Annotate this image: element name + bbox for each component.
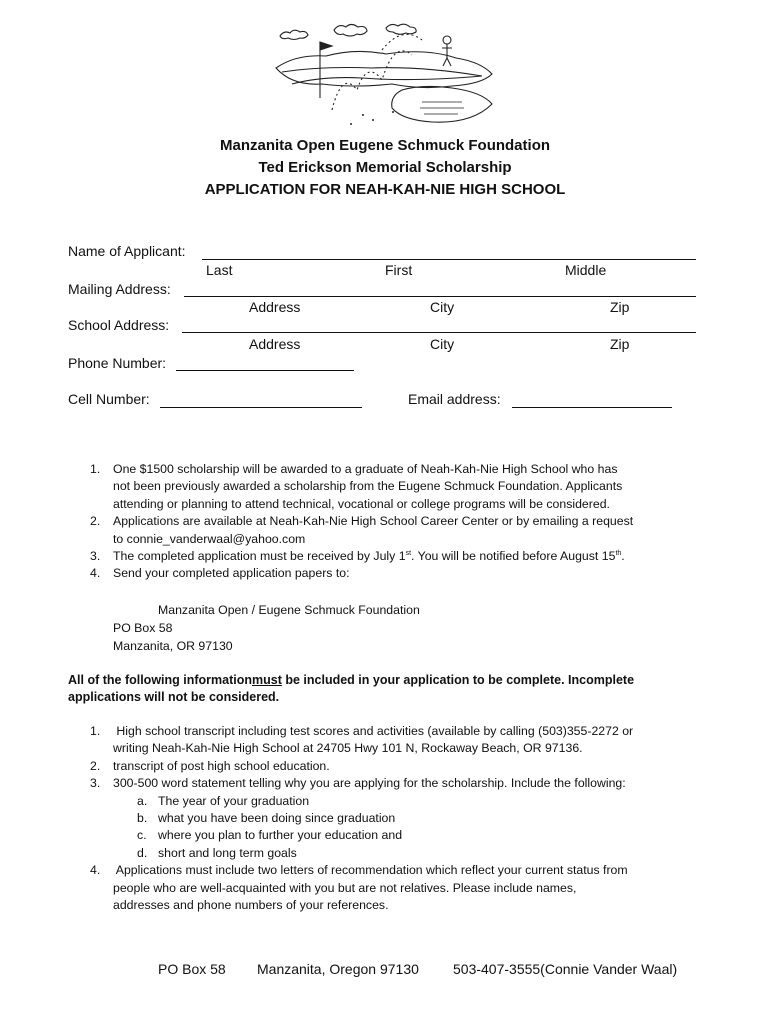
golf-course-logo bbox=[272, 20, 497, 135]
school-address-field[interactable] bbox=[182, 332, 696, 333]
mailing-block-line1: Manzanita Open / Eugene Schmuck Foundation bbox=[158, 603, 420, 617]
footer-po-box: PO Box 58 bbox=[158, 961, 226, 977]
mailing-address-field[interactable] bbox=[184, 296, 696, 297]
mailing-sub-address: Address bbox=[249, 299, 301, 315]
scholarship-title: Ted Erickson Memorial Scholarship bbox=[258, 159, 512, 176]
school-sub-address: Address bbox=[249, 336, 301, 352]
requirement-4-line3: addresses and phone numbers of your references. bbox=[113, 898, 389, 912]
requirement-2-num: 2. bbox=[90, 758, 101, 773]
instruction-4-num: 4. bbox=[90, 566, 101, 581]
mailing-block-line2: PO Box 58 bbox=[113, 621, 173, 635]
email-label: Email address: bbox=[408, 391, 501, 407]
requirement-1-line2: writing Neah-Kah-Nie High School at 24705 Hwy 101 N, Rockaway Beach, OR 97136. bbox=[113, 741, 583, 756]
statement-item-c-letter: c. bbox=[137, 828, 147, 843]
name-field[interactable] bbox=[202, 259, 696, 260]
phone-label: Phone Number: bbox=[68, 355, 167, 371]
school-sub-city: City bbox=[430, 336, 455, 352]
instruction-2-line2: to connie_vanderwaal@yahoo.com bbox=[113, 531, 306, 546]
statement-item-a: The year of your graduation bbox=[158, 793, 310, 808]
name-sub-first: First bbox=[385, 262, 413, 278]
statement-item-b: what you have been doing since graduation bbox=[158, 811, 396, 825]
email-field[interactable] bbox=[512, 407, 672, 408]
school-sub-zip: Zip bbox=[610, 336, 630, 352]
cell-label: Cell Number: bbox=[68, 391, 150, 407]
instruction-2-line1: Applications are available at Neah-Kah-Nie High School Career Center or by emailing a request bbox=[113, 514, 634, 529]
instruction-1-line1: One $1500 scholarship will be awarded to a graduate of Neah-Kah-Nie High School who has bbox=[113, 462, 618, 476]
mailing-sub-zip: Zip bbox=[610, 299, 630, 315]
statement-item-c: where you plan to further your education and bbox=[158, 828, 403, 843]
instruction-1-num: 1. bbox=[90, 462, 101, 476]
statement-item-d-letter: d. bbox=[137, 845, 148, 860]
requirement-3-num: 3. bbox=[90, 776, 101, 791]
requirement-statement-line2: applications will not be considered. bbox=[68, 690, 280, 704]
instruction-1-line3: attending or planning to attend technical, vocational or college programs will be considered. bbox=[113, 496, 610, 511]
requirement-3-line1: 300-500 word statement telling why you are applying for the scholarship. Include the following: bbox=[113, 776, 626, 791]
name-sub-last: Last bbox=[206, 262, 233, 278]
instruction-4-line1: Send your completed application papers to: bbox=[113, 566, 350, 581]
requirement-4-line2: people who are well-acquainted with you but are not relatives. Please include names, bbox=[113, 880, 577, 895]
requirement-1-num: 1. bbox=[90, 724, 101, 738]
statement-item-d: short and long term goals bbox=[158, 845, 297, 860]
application-title: APPLICATION FOR NEAH-KAH-NIE HIGH SCHOOL bbox=[204, 181, 566, 198]
foundation-title: Manzanita Open Eugene Schmuck Foundation bbox=[219, 137, 551, 154]
instruction-3-text: The completed application must be received by July 1st. You will be notified before August 15th. bbox=[113, 549, 625, 563]
name-label: Name of Applicant: bbox=[68, 243, 186, 259]
mailing-label: Mailing Address: bbox=[68, 281, 171, 297]
statement-item-a-letter: a. bbox=[137, 793, 148, 808]
name-sub-middle: Middle bbox=[565, 262, 607, 278]
requirement-4-line1: Applications must include two letters of recommendation which reflect your current status from bbox=[113, 863, 628, 878]
footer-phone: 503-407-3555(Connie Vander Waal) bbox=[453, 961, 678, 977]
cell-field[interactable] bbox=[160, 407, 362, 408]
instruction-2-num: 2. bbox=[90, 514, 101, 529]
school-label: School Address: bbox=[68, 317, 170, 333]
instruction-1-line2: not been previously awarded a scholarship from the Eugene Schmuck Foundation. Applicants bbox=[113, 479, 623, 494]
statement-item-b-letter: b. bbox=[137, 811, 148, 825]
requirement-statement: All of the following informationmust be included in your application to be complete. Incomplete bbox=[68, 673, 635, 687]
phone-field[interactable] bbox=[176, 370, 354, 371]
requirement-1-line1: High school transcript including test scores and activities (available by calling (503)355-2272 or bbox=[113, 724, 634, 738]
mailing-sub-city: City bbox=[430, 299, 455, 315]
mailing-block-line3: Manzanita, OR 97130 bbox=[113, 639, 233, 653]
instruction-3-num: 3. bbox=[90, 549, 101, 563]
requirement-2-line1: transcript of post high school education. bbox=[113, 758, 330, 773]
footer-city: Manzanita, Oregon 97130 bbox=[257, 961, 419, 977]
requirement-4-num: 4. bbox=[90, 863, 101, 878]
